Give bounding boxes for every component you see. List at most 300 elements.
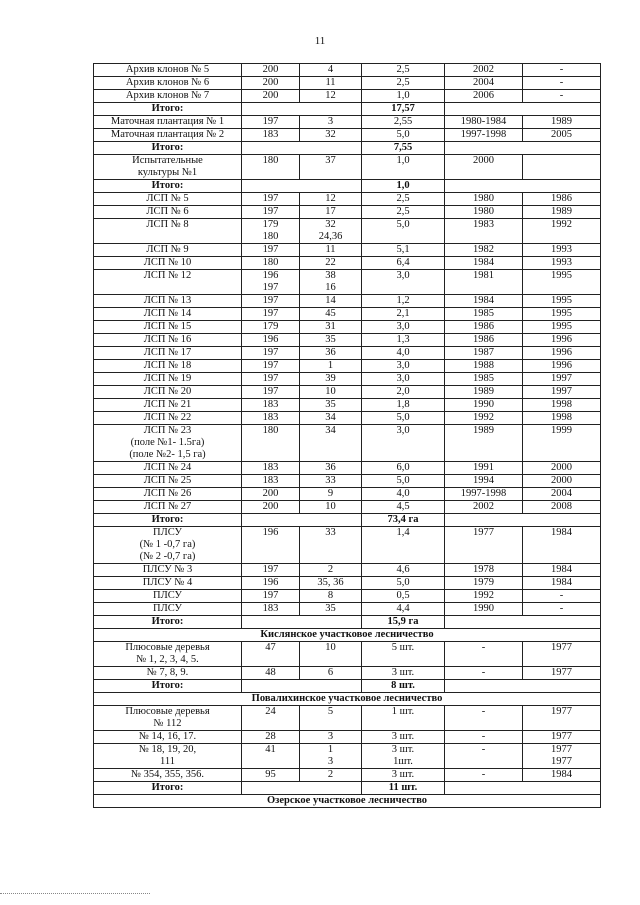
area-cell: 1,3 bbox=[362, 334, 445, 347]
section-cell: 8 bbox=[300, 590, 362, 603]
total-row bbox=[94, 680, 601, 693]
section-header-row bbox=[94, 629, 601, 642]
empty-cell bbox=[242, 782, 362, 795]
total-row bbox=[94, 616, 601, 629]
section-cell: 35 bbox=[300, 603, 362, 616]
quarter-cell: 197 bbox=[242, 308, 300, 321]
table-row bbox=[94, 731, 601, 744]
area-cell: 2,5 bbox=[362, 77, 445, 90]
object-name-cell: Испытательные культуры №1 bbox=[94, 155, 242, 180]
table-row bbox=[94, 425, 601, 462]
area-cell: 2,5 bbox=[362, 206, 445, 219]
quarter-cell: 196 197 bbox=[242, 270, 300, 295]
section-cell: 33 bbox=[300, 527, 362, 564]
creation-year-cell: - bbox=[445, 706, 523, 731]
empty-cell bbox=[445, 103, 601, 116]
table-row bbox=[94, 116, 601, 129]
creation-year-cell: 1994 bbox=[445, 475, 523, 488]
object-name-cell: ЛСП № 13 bbox=[94, 295, 242, 308]
section-cell: 32 24,36 bbox=[300, 219, 362, 244]
area-cell: 3,0 bbox=[362, 270, 445, 295]
table-row bbox=[94, 577, 601, 590]
table-row bbox=[94, 206, 601, 219]
quarter-cell: 180 bbox=[242, 425, 300, 462]
area-cell: 1,2 bbox=[362, 295, 445, 308]
section-cell: 36 bbox=[300, 347, 362, 360]
certification-year-cell: 1995 bbox=[523, 308, 601, 321]
area-cell: 5,0 bbox=[362, 475, 445, 488]
quarter-cell: 197 bbox=[242, 386, 300, 399]
table-row bbox=[94, 90, 601, 103]
creation-year-cell: - bbox=[445, 667, 523, 680]
section-cell: 32 bbox=[300, 129, 362, 142]
total-row bbox=[94, 180, 601, 193]
certification-year-cell: 1996 bbox=[523, 347, 601, 360]
table-row bbox=[94, 642, 601, 667]
object-name-cell: Маточная плантация № 1 bbox=[94, 116, 242, 129]
section-cell: 10 bbox=[300, 642, 362, 667]
creation-year-cell: 1981 bbox=[445, 270, 523, 295]
area-cell: 2,0 bbox=[362, 386, 445, 399]
table-row bbox=[94, 386, 601, 399]
object-name-cell: ЛСП № 23 (поле №1- 1.5га) (поле №2- 1,5 га) bbox=[94, 425, 242, 462]
section-cell: 36 bbox=[300, 462, 362, 475]
certification-year-cell: 1996 bbox=[523, 334, 601, 347]
certification-year-cell: - bbox=[523, 64, 601, 77]
object-name-cell: ЛСП № 25 bbox=[94, 475, 242, 488]
total-label: Итого: bbox=[94, 514, 242, 527]
table-row bbox=[94, 501, 601, 514]
object-name-cell: Архив клонов № 5 bbox=[94, 64, 242, 77]
section-title: Кислянское участковое лесничество bbox=[94, 629, 601, 642]
empty-cell bbox=[242, 180, 362, 193]
creation-year-cell: 1997-1998 bbox=[445, 488, 523, 501]
quarter-cell: 197 bbox=[242, 193, 300, 206]
certification-year-cell: 1993 bbox=[523, 244, 601, 257]
object-name-cell: ЛСП № 17 bbox=[94, 347, 242, 360]
certification-year-cell: 1986 bbox=[523, 193, 601, 206]
footer-rule bbox=[0, 893, 150, 894]
section-cell: 10 bbox=[300, 501, 362, 514]
area-cell: 4,6 bbox=[362, 564, 445, 577]
object-name-cell: Архив клонов № 7 bbox=[94, 90, 242, 103]
object-name-cell: ПЛСУ № 3 bbox=[94, 564, 242, 577]
area-cell: 3,0 bbox=[362, 321, 445, 334]
object-name-cell: ЛСП № 14 bbox=[94, 308, 242, 321]
object-name-cell: ПЛСУ (№ 1 -0,7 га) (№ 2 -0,7 га) bbox=[94, 527, 242, 564]
area-cell: 1,8 bbox=[362, 399, 445, 412]
creation-year-cell: 1985 bbox=[445, 373, 523, 386]
certification-year-cell: 1977 bbox=[523, 731, 601, 744]
quarter-cell: 200 bbox=[242, 488, 300, 501]
certification-year-cell: 2000 bbox=[523, 475, 601, 488]
quarter-cell: 24 bbox=[242, 706, 300, 731]
section-cell: 6 bbox=[300, 667, 362, 680]
table-row bbox=[94, 769, 601, 782]
area-cell: 1,0 bbox=[362, 90, 445, 103]
quarter-cell: 179 bbox=[242, 321, 300, 334]
object-name-cell: № 354, 355, 356. bbox=[94, 769, 242, 782]
object-name-cell: ЛСП № 24 bbox=[94, 462, 242, 475]
table-row bbox=[94, 334, 601, 347]
area-cell: 4,4 bbox=[362, 603, 445, 616]
area-cell: 1,0 bbox=[362, 155, 445, 180]
object-name-cell: Маточная плантация № 2 bbox=[94, 129, 242, 142]
creation-year-cell: 1987 bbox=[445, 347, 523, 360]
creation-year-cell: 1978 bbox=[445, 564, 523, 577]
object-name-cell: ПЛСУ bbox=[94, 603, 242, 616]
creation-year-cell: 1992 bbox=[445, 412, 523, 425]
certification-year-cell: 1984 bbox=[523, 564, 601, 577]
quarter-cell: 200 bbox=[242, 64, 300, 77]
creation-year-cell: 2002 bbox=[445, 64, 523, 77]
quarter-cell: 197 bbox=[242, 360, 300, 373]
certification-year-cell: - bbox=[523, 77, 601, 90]
creation-year-cell: 1989 bbox=[445, 425, 523, 462]
section-cell: 2 bbox=[300, 769, 362, 782]
quarter-cell: 183 bbox=[242, 412, 300, 425]
empty-cell bbox=[445, 782, 601, 795]
section-cell: 9 bbox=[300, 488, 362, 501]
certification-year-cell bbox=[523, 155, 601, 180]
total-value: 15,9 га bbox=[362, 616, 445, 629]
total-label: Итого: bbox=[94, 103, 242, 116]
quarter-cell: 197 bbox=[242, 244, 300, 257]
table-row bbox=[94, 527, 601, 564]
section-cell: 11 bbox=[300, 244, 362, 257]
object-name-cell: ПЛСУ bbox=[94, 590, 242, 603]
table-row bbox=[94, 155, 601, 180]
section-cell: 39 bbox=[300, 373, 362, 386]
certification-year-cell: 1977 bbox=[523, 706, 601, 731]
section-cell: 3 bbox=[300, 116, 362, 129]
creation-year-cell: 1980 bbox=[445, 206, 523, 219]
table-row bbox=[94, 129, 601, 142]
certification-year-cell: 1992 bbox=[523, 219, 601, 244]
creation-year-cell: 2006 bbox=[445, 90, 523, 103]
area-cell: 4,0 bbox=[362, 347, 445, 360]
object-name-cell: ПЛСУ № 4 bbox=[94, 577, 242, 590]
table-row bbox=[94, 360, 601, 373]
total-row bbox=[94, 514, 601, 527]
total-label: Итого: bbox=[94, 616, 242, 629]
certification-year-cell: - bbox=[523, 590, 601, 603]
certification-year-cell: 1989 bbox=[523, 116, 601, 129]
area-cell: 5,0 bbox=[362, 577, 445, 590]
table-row bbox=[94, 488, 601, 501]
total-row bbox=[94, 103, 601, 116]
section-cell: 22 bbox=[300, 257, 362, 270]
object-name-cell: ЛСП № 16 bbox=[94, 334, 242, 347]
empty-cell bbox=[445, 180, 601, 193]
section-cell: 12 bbox=[300, 193, 362, 206]
quarter-cell: 197 bbox=[242, 206, 300, 219]
object-name-cell: Плюсовые деревья № 112 bbox=[94, 706, 242, 731]
quarter-cell: 196 bbox=[242, 577, 300, 590]
section-cell: 3 bbox=[300, 731, 362, 744]
quarter-cell: 28 bbox=[242, 731, 300, 744]
area-cell: 3,0 bbox=[362, 360, 445, 373]
quarter-cell: 47 bbox=[242, 642, 300, 667]
creation-year-cell: 2004 bbox=[445, 77, 523, 90]
empty-cell bbox=[242, 680, 362, 693]
section-header-row bbox=[94, 795, 601, 808]
section-title: Повалихинское участковое лесничество bbox=[94, 693, 601, 706]
creation-year-cell: 1980-1984 bbox=[445, 116, 523, 129]
total-label: Итого: bbox=[94, 680, 242, 693]
creation-year-cell: 1984 bbox=[445, 257, 523, 270]
certification-year-cell: 1996 bbox=[523, 360, 601, 373]
certification-year-cell: 2005 bbox=[523, 129, 601, 142]
table-row bbox=[94, 295, 601, 308]
area-cell: 2,1 bbox=[362, 308, 445, 321]
object-name-cell: ЛСП № 8 bbox=[94, 219, 242, 244]
object-name-cell: ЛСП № 26 bbox=[94, 488, 242, 501]
table-row bbox=[94, 564, 601, 577]
section-cell: 1 3 bbox=[300, 744, 362, 769]
total-value: 73,4 га bbox=[362, 514, 445, 527]
table-row bbox=[94, 244, 601, 257]
certification-year-cell: 2008 bbox=[523, 501, 601, 514]
object-name-cell: Архив клонов № 6 bbox=[94, 77, 242, 90]
section-cell: 38 16 bbox=[300, 270, 362, 295]
object-name-cell: ЛСП № 15 bbox=[94, 321, 242, 334]
creation-year-cell: - bbox=[445, 642, 523, 667]
empty-cell bbox=[242, 142, 362, 155]
creation-year-cell: 1984 bbox=[445, 295, 523, 308]
certification-year-cell: 2004 bbox=[523, 488, 601, 501]
area-cell: 3 шт. bbox=[362, 769, 445, 782]
quarter-cell: 197 bbox=[242, 295, 300, 308]
certification-year-cell: 1989 bbox=[523, 206, 601, 219]
certification-year-cell: 1993 bbox=[523, 257, 601, 270]
section-title: Озерское участковое лесничество bbox=[94, 795, 601, 808]
area-cell: 0,5 bbox=[362, 590, 445, 603]
certification-year-cell: 1995 bbox=[523, 295, 601, 308]
creation-year-cell: - bbox=[445, 769, 523, 782]
area-cell: 1 шт. bbox=[362, 706, 445, 731]
creation-year-cell: 2000 bbox=[445, 155, 523, 180]
object-name-cell: ЛСП № 27 bbox=[94, 501, 242, 514]
total-row bbox=[94, 142, 601, 155]
creation-year-cell: 1977 bbox=[445, 527, 523, 564]
area-cell: 6,4 bbox=[362, 257, 445, 270]
table-row bbox=[94, 603, 601, 616]
table-row bbox=[94, 412, 601, 425]
table-row bbox=[94, 462, 601, 475]
page-number: 11 bbox=[314, 35, 326, 47]
table-row bbox=[94, 347, 601, 360]
section-cell: 34 bbox=[300, 412, 362, 425]
creation-year-cell: - bbox=[445, 744, 523, 769]
quarter-cell: 180 bbox=[242, 155, 300, 180]
certification-year-cell: 1998 bbox=[523, 412, 601, 425]
quarter-cell: 179 180 bbox=[242, 219, 300, 244]
empty-cell bbox=[445, 514, 601, 527]
section-cell: 35, 36 bbox=[300, 577, 362, 590]
section-cell: 11 bbox=[300, 77, 362, 90]
table-row bbox=[94, 475, 601, 488]
creation-year-cell: 1985 bbox=[445, 308, 523, 321]
object-name-cell: ЛСП № 12 bbox=[94, 270, 242, 295]
quarter-cell: 200 bbox=[242, 90, 300, 103]
quarter-cell: 180 bbox=[242, 257, 300, 270]
total-value: 17,57 bbox=[362, 103, 445, 116]
section-cell: 34 bbox=[300, 425, 362, 462]
table-row bbox=[94, 399, 601, 412]
table-row bbox=[94, 270, 601, 295]
object-name-cell: ЛСП № 6 bbox=[94, 206, 242, 219]
certification-year-cell: 1997 bbox=[523, 386, 601, 399]
section-cell: 45 bbox=[300, 308, 362, 321]
section-cell: 35 bbox=[300, 334, 362, 347]
object-name-cell: ЛСП № 22 bbox=[94, 412, 242, 425]
area-cell: 3,0 bbox=[362, 373, 445, 386]
quarter-cell: 41 bbox=[242, 744, 300, 769]
empty-cell bbox=[242, 514, 362, 527]
creation-year-cell: 1988 bbox=[445, 360, 523, 373]
area-cell: 1,4 bbox=[362, 527, 445, 564]
area-cell: 3 шт. 1шт. bbox=[362, 744, 445, 769]
area-cell: 5,0 bbox=[362, 219, 445, 244]
object-name-cell: ЛСП № 19 bbox=[94, 373, 242, 386]
certification-year-cell: 1977 1977 bbox=[523, 744, 601, 769]
section-cell: 14 bbox=[300, 295, 362, 308]
quarter-cell: 196 bbox=[242, 527, 300, 564]
table-row bbox=[94, 667, 601, 680]
quarter-cell: 95 bbox=[242, 769, 300, 782]
empty-cell bbox=[445, 680, 601, 693]
creation-year-cell: 1986 bbox=[445, 334, 523, 347]
certification-year-cell: 1977 bbox=[523, 642, 601, 667]
creation-year-cell: 1980 bbox=[445, 193, 523, 206]
object-name-cell: ЛСП № 20 bbox=[94, 386, 242, 399]
certification-year-cell: 1984 bbox=[523, 769, 601, 782]
quarter-cell: 196 bbox=[242, 334, 300, 347]
object-name-cell: № 7, 8, 9. bbox=[94, 667, 242, 680]
creation-year-cell: 1989 bbox=[445, 386, 523, 399]
section-cell: 31 bbox=[300, 321, 362, 334]
object-name-cell: ЛСП № 18 bbox=[94, 360, 242, 373]
certification-year-cell: 1998 bbox=[523, 399, 601, 412]
certification-year-cell: 1977 bbox=[523, 667, 601, 680]
certification-year-cell: 1995 bbox=[523, 321, 601, 334]
object-name-cell: № 18, 19, 20, 111 bbox=[94, 744, 242, 769]
object-name-cell: ЛСП № 9 bbox=[94, 244, 242, 257]
area-cell: 3 шт. bbox=[362, 731, 445, 744]
creation-year-cell: 1983 bbox=[445, 219, 523, 244]
section-cell: 35 bbox=[300, 399, 362, 412]
quarter-cell: 183 bbox=[242, 399, 300, 412]
table-row bbox=[94, 321, 601, 334]
creation-year-cell: 1990 bbox=[445, 603, 523, 616]
empty-cell bbox=[242, 616, 362, 629]
total-value: 8 шт. bbox=[362, 680, 445, 693]
quarter-cell: 183 bbox=[242, 129, 300, 142]
total-label: Итого: bbox=[94, 782, 242, 795]
quarter-cell: 197 bbox=[242, 116, 300, 129]
creation-year-cell: 1992 bbox=[445, 590, 523, 603]
total-label: Итого: bbox=[94, 142, 242, 155]
section-cell: 33 bbox=[300, 475, 362, 488]
area-cell: 5 шт. bbox=[362, 642, 445, 667]
quarter-cell: 197 bbox=[242, 373, 300, 386]
table-row bbox=[94, 219, 601, 244]
object-name-cell: ЛСП № 21 bbox=[94, 399, 242, 412]
area-cell: 2,5 bbox=[362, 193, 445, 206]
total-label: Итого: bbox=[94, 180, 242, 193]
creation-year-cell: 1990 bbox=[445, 399, 523, 412]
creation-year-cell: 1991 bbox=[445, 462, 523, 475]
certification-year-cell: 1984 bbox=[523, 577, 601, 590]
quarter-cell: 197 bbox=[242, 564, 300, 577]
section-cell: 1 bbox=[300, 360, 362, 373]
quarter-cell: 183 bbox=[242, 462, 300, 475]
table-row bbox=[94, 308, 601, 321]
quarter-cell: 48 bbox=[242, 667, 300, 680]
creation-year-cell: 1979 bbox=[445, 577, 523, 590]
section-cell: 4 bbox=[300, 64, 362, 77]
creation-year-cell: 1997-1998 bbox=[445, 129, 523, 142]
certification-year-cell: 1997 bbox=[523, 373, 601, 386]
empty-cell bbox=[242, 103, 362, 116]
table-row bbox=[94, 590, 601, 603]
total-value: 11 шт. bbox=[362, 782, 445, 795]
certification-year-cell: 1995 bbox=[523, 270, 601, 295]
area-cell: 2,55 bbox=[362, 116, 445, 129]
section-cell: 17 bbox=[300, 206, 362, 219]
creation-year-cell: 1982 bbox=[445, 244, 523, 257]
section-cell: 37 bbox=[300, 155, 362, 180]
certification-year-cell: 2000 bbox=[523, 462, 601, 475]
forest-seed-table bbox=[93, 63, 601, 808]
object-name-cell: Плюсовые деревья № 1, 2, 3, 4, 5. bbox=[94, 642, 242, 667]
creation-year-cell: 1986 bbox=[445, 321, 523, 334]
object-name-cell: ЛСП № 5 bbox=[94, 193, 242, 206]
table-row bbox=[94, 744, 601, 769]
table-row bbox=[94, 373, 601, 386]
quarter-cell: 197 bbox=[242, 347, 300, 360]
quarter-cell: 183 bbox=[242, 603, 300, 616]
section-header-row bbox=[94, 693, 601, 706]
quarter-cell: 197 bbox=[242, 590, 300, 603]
area-cell: 6,0 bbox=[362, 462, 445, 475]
section-cell: 5 bbox=[300, 706, 362, 731]
quarter-cell: 183 bbox=[242, 475, 300, 488]
object-name-cell: № 14, 16, 17. bbox=[94, 731, 242, 744]
certification-year-cell: - bbox=[523, 90, 601, 103]
table-row bbox=[94, 64, 601, 77]
area-cell: 2,5 bbox=[362, 64, 445, 77]
table-row bbox=[94, 257, 601, 270]
area-cell: 5,0 bbox=[362, 129, 445, 142]
area-cell: 3,0 bbox=[362, 425, 445, 462]
area-cell: 4,5 bbox=[362, 501, 445, 514]
certification-year-cell: 1999 bbox=[523, 425, 601, 462]
table-row bbox=[94, 706, 601, 731]
area-cell: 5,0 bbox=[362, 412, 445, 425]
certification-year-cell: 1984 bbox=[523, 527, 601, 564]
section-cell: 10 bbox=[300, 386, 362, 399]
section-cell: 12 bbox=[300, 90, 362, 103]
area-cell: 4,0 bbox=[362, 488, 445, 501]
total-value: 7,55 bbox=[362, 142, 445, 155]
empty-cell bbox=[445, 142, 601, 155]
table-row bbox=[94, 77, 601, 90]
creation-year-cell: - bbox=[445, 731, 523, 744]
quarter-cell: 200 bbox=[242, 501, 300, 514]
certification-year-cell: - bbox=[523, 603, 601, 616]
